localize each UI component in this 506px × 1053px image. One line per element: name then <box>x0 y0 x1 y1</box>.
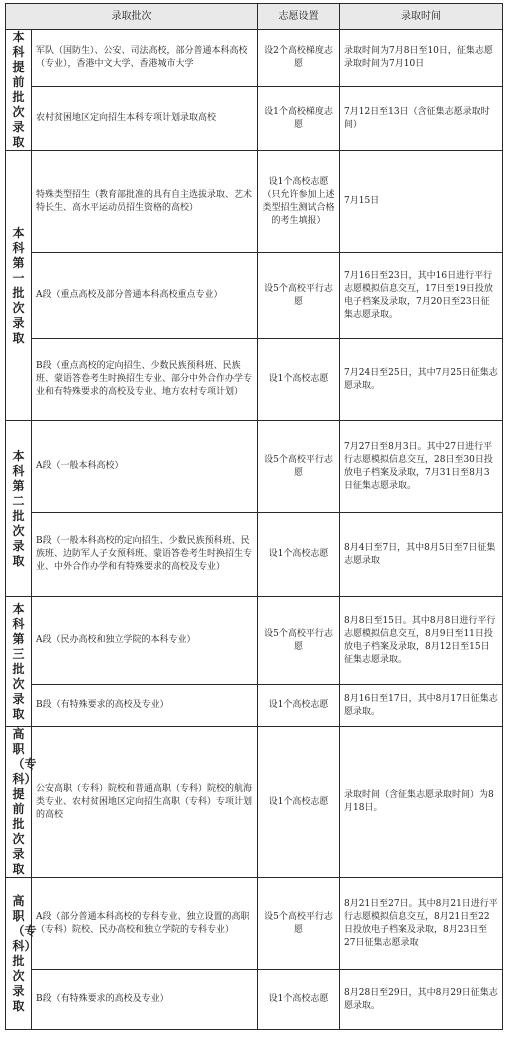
row-preference: 设5个高校平行志愿 <box>258 421 340 513</box>
row-time: 7月24日至25日，其中7月25日征集志愿录取。 <box>340 339 503 421</box>
row-preference: 设5个高校平行志愿 <box>258 253 340 339</box>
batch-label: 高职（专科）批次录取 <box>6 878 32 1030</box>
row-time: 7月12日至13日（含征集志愿录取时间） <box>340 87 503 151</box>
row-description: A段（民办高校和独立学院的本科专业） <box>32 597 258 685</box>
row-description: 军队（国防生）、公安、司法高校，部分普通本科高校（专业），香港中文大学、香港城市大学 <box>32 30 258 87</box>
row-preference: 设1个高校梯度志愿 <box>258 87 340 151</box>
batch-label: 本科第三批次录取 <box>6 597 32 727</box>
table-row <box>6 513 503 597</box>
row-description: 特殊类型招生（教育部批准的具有自主选拔录取、艺术特长生、高水平运动员招生资格的高校） <box>32 151 258 253</box>
row-preference: 设1个高校志愿 <box>258 970 340 1030</box>
header-preference: 志愿设置 <box>258 4 340 30</box>
row-time: 8月28日至29日，其中8月29日征集志愿录取。 <box>340 970 503 1030</box>
table-row <box>6 151 503 253</box>
row-description: B段（一般本科高校的定向招生、少数民族预科班、民族班、边防军人子女预科班、蒙语答卷考生时换招生专业、中外合作办学和有特殊要求的高校及专业） <box>32 513 258 597</box>
row-preference: 设1个高校志愿 <box>258 727 340 878</box>
header-time: 录取时间 <box>340 4 503 30</box>
row-description: A段（一般本科高校） <box>32 421 258 513</box>
table-row <box>6 30 503 87</box>
row-description: A段（部分普通本科高校的专科专业、独立设置的高职（专科）院校、民办高校和独立学院的专科专业） <box>32 878 258 970</box>
row-preference: 设2个高校梯度志愿 <box>258 30 340 87</box>
row-preference: 设5个高校平行志愿 <box>258 878 340 970</box>
batch-label: 本科第二批次录取 <box>6 421 32 597</box>
table-row <box>6 339 503 421</box>
row-description: A段（重点高校及部分普通本科高校重点专业） <box>32 253 258 339</box>
row-time: 7月27日至8月3日。其中27日进行平行志愿模拟信息交互，28日至30日投放电子档案及录取，7月31日至8月3日征集志愿录取。 <box>340 421 503 513</box>
row-time: 7月15日 <box>340 151 503 253</box>
admission-schedule-table <box>5 3 503 1030</box>
row-preference: 设1个高校志愿 <box>258 513 340 597</box>
table-row <box>6 253 503 339</box>
table-row <box>6 970 503 1030</box>
table-row <box>6 87 503 151</box>
row-description: 公安高职（专科）院校和普通高职（专科）院校的航海类专业、农村贫困地区定向招生高职（专科）专项计划的高校 <box>32 727 258 878</box>
row-time: 7月16日至23日，其中16日进行平行志愿模拟信息交互，17日至19日投放电子档案及录取，7月20日至23日征集志愿录取。 <box>340 253 503 339</box>
row-time: 8月16日至17日，其中8月17日征集志愿录取。 <box>340 685 503 727</box>
row-description: B段（有特殊要求的高校及专业） <box>32 685 258 727</box>
row-description: B段（重点高校的定向招生、少数民族预科班、民族班、蒙语答卷考生时换招生专业、部分中外合作办学专业和有特殊要求的高校及专业、地方农村专项计划） <box>32 339 258 421</box>
row-time: 8月21日至27日。其中8月21日进行平行志愿模拟信息交互，8月21日至22日投放电子档案及录取，8月23日至27日征集志愿录取 <box>340 878 503 970</box>
table-row <box>6 421 503 513</box>
row-preference: 设1个高校志愿 <box>258 685 340 727</box>
table-row <box>6 878 503 970</box>
row-time: 录取时间为7月8日至10日，征集志愿录取时间为7月10日 <box>340 30 503 87</box>
row-description: 农村贫困地区定向招生本科专项计划录取高校 <box>32 87 258 151</box>
header-batch: 录取批次 <box>6 4 258 30</box>
row-preference: 设5个高校平行志愿 <box>258 597 340 685</box>
row-time: 8月4日至7日，其中8月5日至7日征集志愿录取 <box>340 513 503 597</box>
row-time: 8月8日至15日。其中8月8日进行平行志愿模拟信息交互，8月9日至11日投放电子档案及录取，8月12日至15日征集志愿录取。 <box>340 597 503 685</box>
row-preference: 设1个高校志愿（只允许参加上述类型招生测试合格的考生填报） <box>258 151 340 253</box>
table-row <box>6 727 503 878</box>
batch-label: 本科提前批次录取 <box>6 30 32 151</box>
row-time: 录取时间（含征集志愿录取时间）为8月18日。 <box>340 727 503 878</box>
table-row <box>6 685 503 727</box>
batch-label: 高职（专科）提前批次录取 <box>6 727 32 878</box>
table-row <box>6 597 503 685</box>
batch-label: 本科第一批次录取 <box>6 151 32 421</box>
row-description: B段（有特殊要求的高校及专业） <box>32 970 258 1030</box>
row-preference: 设1个高校志愿 <box>258 339 340 421</box>
table-header-row <box>6 4 503 30</box>
